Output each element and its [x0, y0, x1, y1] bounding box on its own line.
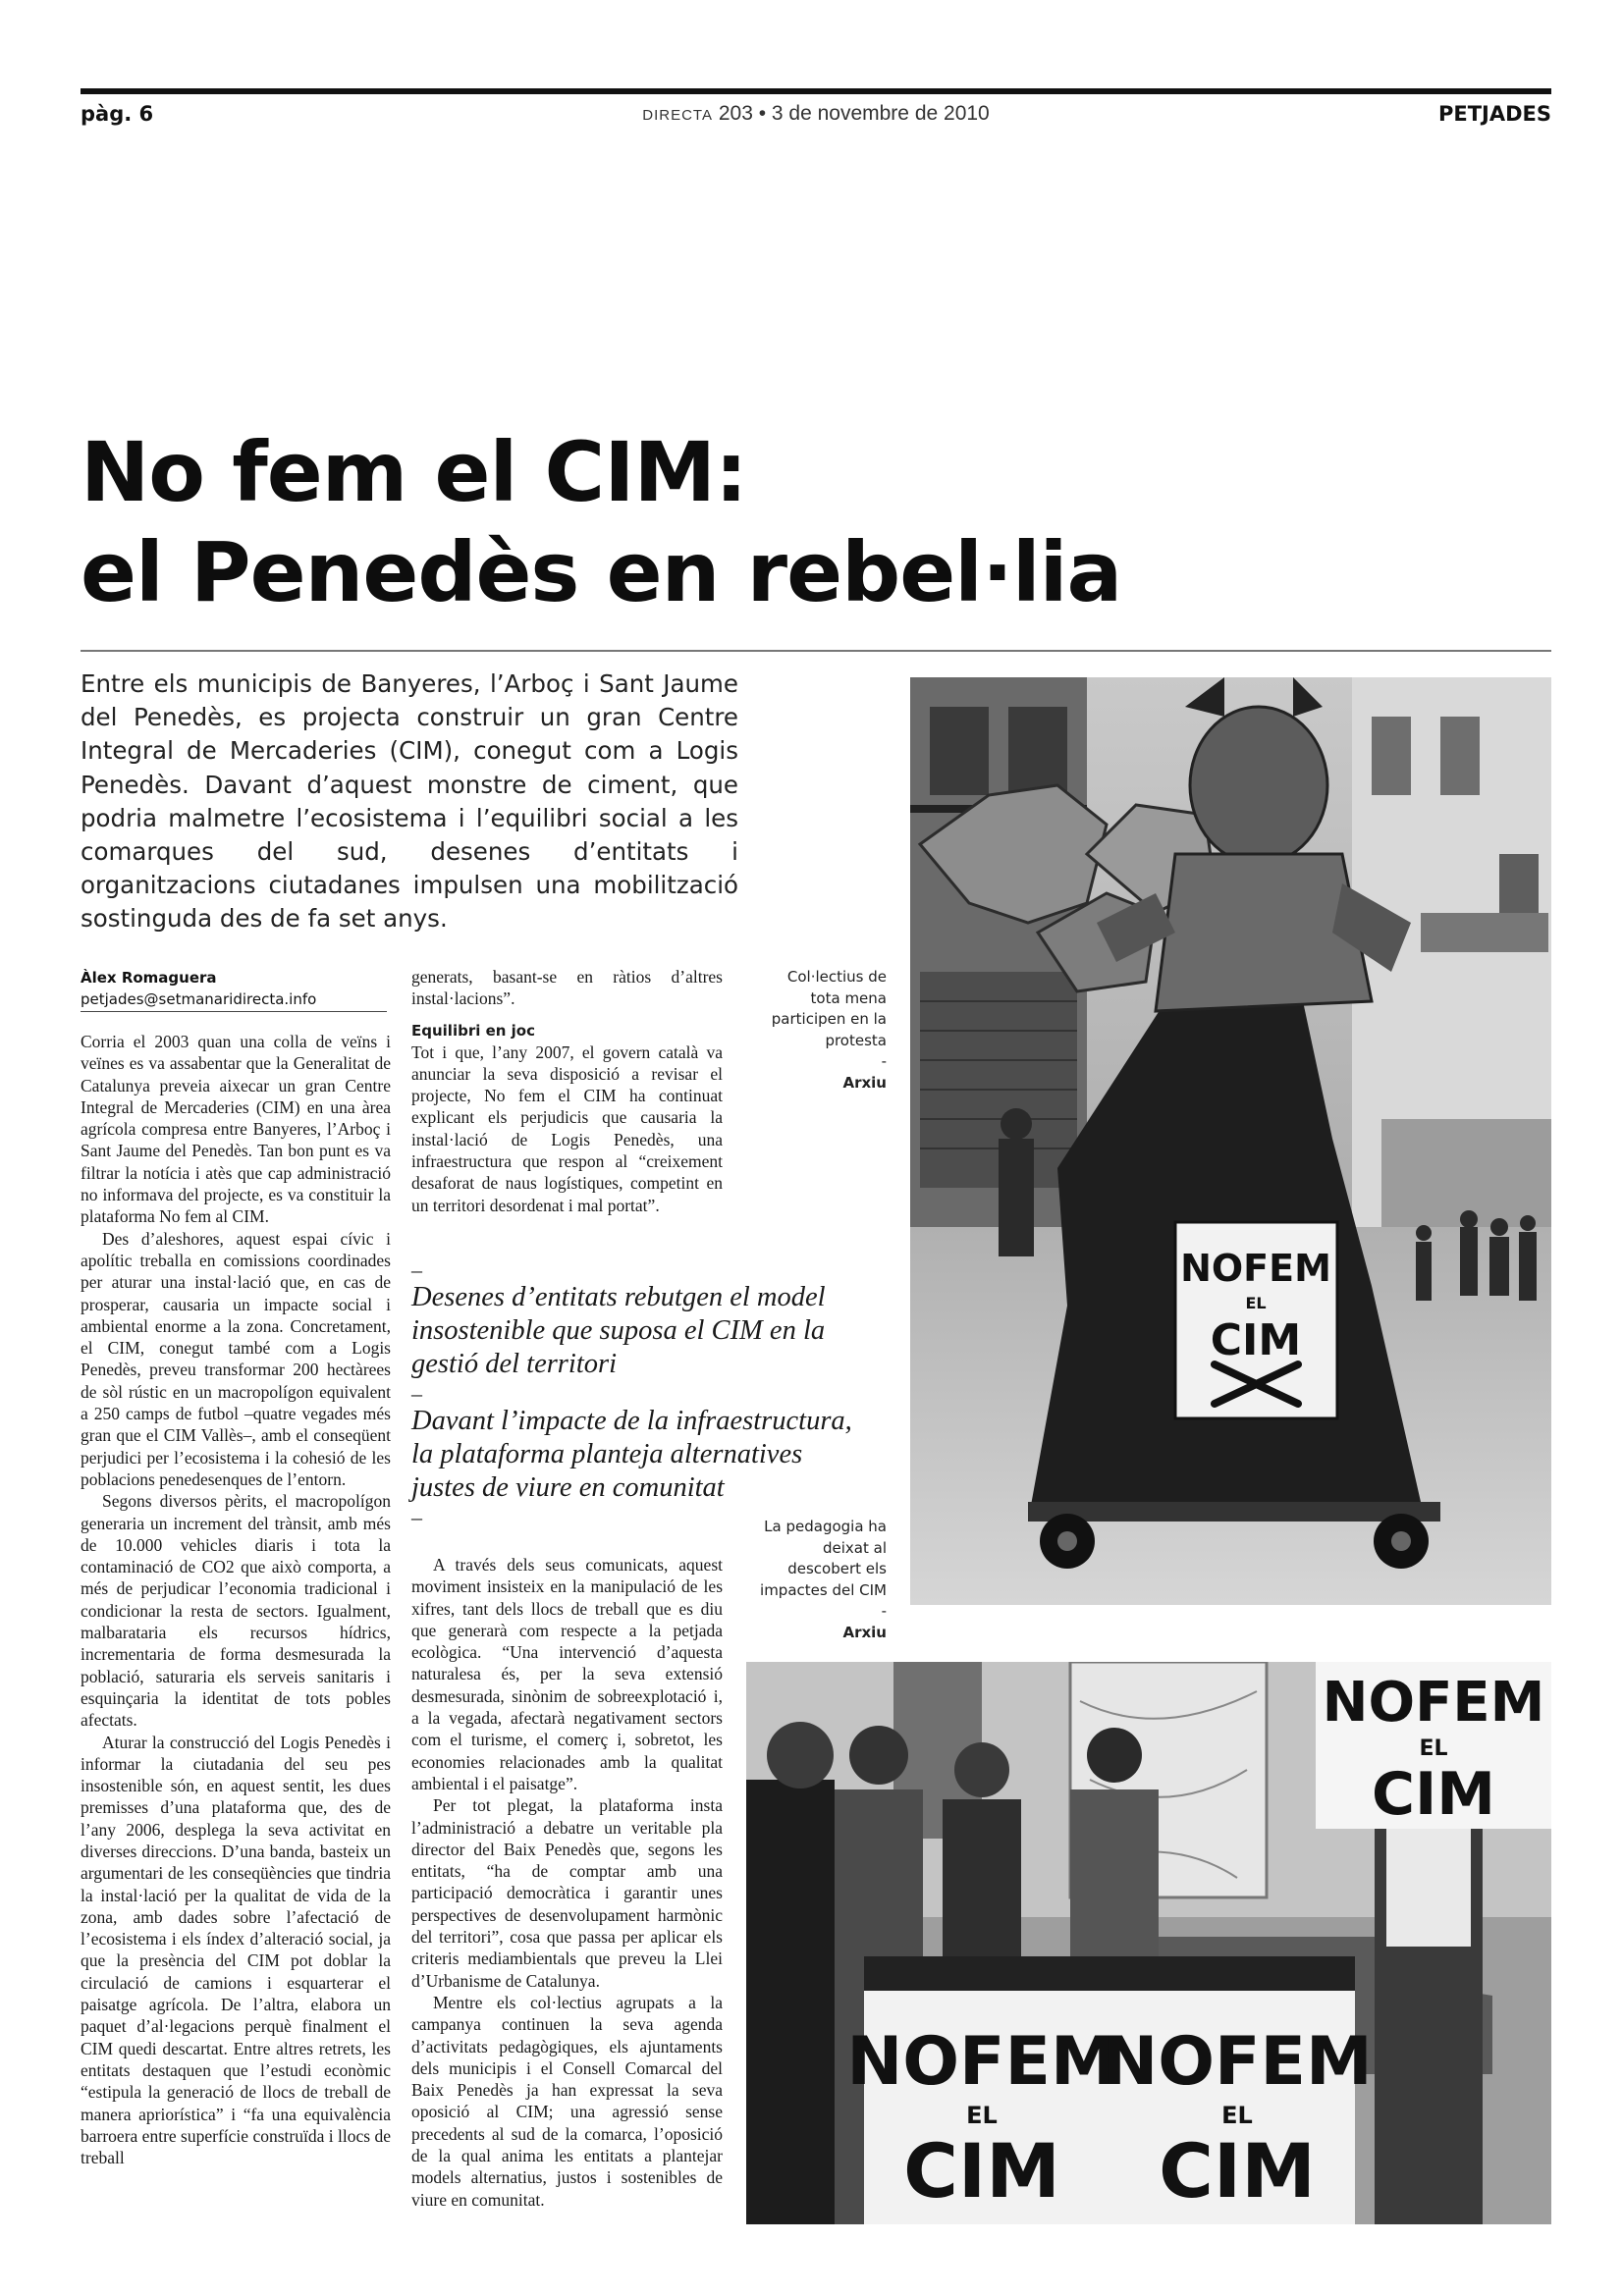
- photo-credit: Arxiu: [842, 1623, 887, 1641]
- photo-caption-1: [756, 967, 887, 1094]
- paragraph: Per tot plegat, la plataforma insta l’administració a debatre un veritable pla director del Baix Penedès que, segons les entitats, “ha de comptar amb una participació democràtica i garantir unes perspectives de desenvolupament harmònic del territori”, cosa que passa per aplicar els criteris mediambientals que preveu la Llei d’Urbanisme de Catalunya.: [411, 1795, 723, 1991]
- paragraph: generats, basant-se en ràtios d’altres instal·lacions”.: [411, 967, 723, 1009]
- headline: [81, 422, 1455, 622]
- photo-info-stand: [746, 1662, 1551, 2224]
- pull-quote-dash: –: [411, 1257, 422, 1282]
- caption-dash: -: [881, 1052, 887, 1070]
- paragraph: Aturar la construcció del Logis Penedès i informar la ciutadania del seu pes insostenible són, en aquest sentit, les dues premisses d’una plataforma que, des de l’any 2006, desplega la seva activitat en diverses direccions. D’una banda, basteix un argumentari de les conseqüències que tindria la instal·lació per la qualitat de vida de la zona, amb dades sobre l’afectació de l’ecosistema i els índex d’alteració social, ja que la presència del CIM pot doblar la circulació de camions i esquarterar el paisatge agrícola. De l’altra, elabora un paquet d’al·legacions perquè finalment el CIM quedi descartat. Entre altres retrets, les entitats destaquen que l’estudi econòmic “estipula la generació de llocs de treball de manera apriorística” i “fa una equivalència barroera entre superfície construïda i llocs de treball: [81, 1732, 391, 2168]
- issue-line: [81, 102, 1551, 126]
- float-banner-text: CIM: [1210, 1315, 1302, 1365]
- paragraph: Mentre els col·lectius agrupats a la campanya continuen la seva agenda d’activitats pedagògiques, els ajuntaments dels municipis i el Consell Comarcal del Baix Penedès ja han expressat la seva oposició al CIM; una agressió sense precedents al sud de la comarca, l’oposició de la qual anima les entitats a plantejar models alternatius, justos i sostenibles de viure en comunitat.: [411, 1992, 723, 2210]
- photo-credit: Arxiu: [842, 1073, 887, 1092]
- body-column-1: [81, 1031, 391, 2168]
- photo-protest-float-image: [910, 677, 1551, 1605]
- byline-rule: [81, 1011, 387, 1012]
- section-name: PETJADES: [1437, 102, 1551, 126]
- float-banner-text: NOFEM: [1180, 1247, 1331, 1290]
- stand-banner-text: EL: [1221, 2102, 1253, 2129]
- pull-quote-dash: –: [411, 1505, 422, 1529]
- photo-caption-2: [756, 1517, 887, 1643]
- stand-banner-text: CIM: [1159, 2127, 1316, 2215]
- paragraph: Tot i que, l’any 2007, el govern català va anunciar la seva disposició a revisar el projecte, No fem el CIM ha continuat explicant els perjudicis que causaria la instal·lació de Logis Penedès, una infraestructura que respon al “creixement desaforat de naus logístiques, competint en un territori desordenat i mal portat”.: [411, 1041, 723, 1215]
- stand-banner-text: CIM: [1371, 1760, 1496, 1829]
- headline-line-2: el Penedès en rebel·lia: [81, 524, 1122, 620]
- issue-date: 203 • 3 de novembre de 2010: [713, 102, 990, 125]
- headline-rule: [81, 650, 1551, 652]
- body-column-2-bottom: [411, 1554, 723, 2211]
- paragraph: A través dels seus comunicats, aquest moviment insisteix en la manipulació de les xifres, tant dels llocs de treball que es diu que generarà com respecte a la petjada ecològica. “Una intervenció d’aquesta naturalesa és, per la seva extensió desmesurada, sinònim de sobreexplotació i, a la vegada, afectarà negativament sectors com el turisme, el comerç i, sobretot, les economies relacionades amb la qualitat ambiental i el paisatge”.: [411, 1555, 723, 1793]
- pull-quote-1: Desenes d’entitats rebutgen el model insostenible que suposa el CIM en la gestió del territori: [411, 1282, 826, 1379]
- subheading: Equilibri en joc: [411, 1021, 535, 1040]
- paragraph: Segons diversos pèrits, el macropolígon generaria un increment del trànsit, amb més de 10.000 vehicles diaris i tota la contaminació de CO2 que això comporta, a més de perjudicar l’economia tradicional i condicionar la resta de sectors. Igualment, malbarataria els recursos hídrics, incrementaria de forma desmesurada la població, saturaria els serveis sanitaris i esquinçaria la identitat de tots pobles afectats.: [81, 1491, 391, 1731]
- float-banner-text: EL: [1245, 1294, 1267, 1312]
- caption-text: Col·lectius de tota mena participen en la protesta: [771, 968, 887, 1049]
- headline-line-1: No fem el CIM:: [81, 424, 747, 520]
- paragraph: Des d’aleshores, aquest espai cívic i apolític treballa en comissions coordinades per aturar una instal·lació que, en cas de prosperar, causaria un impacte social i ambiental enorme a la zona. Concretament, el CIM, conegut també com a Logis Penedès, preveu transformar 200 hectàrees de sòl rústic en un macropolígon equivalent a 250 camps de futbol –quatre vegades més gran que el CIM Vallès–, amb el conseqüent perjudici per l’ecosistema i la cohesió de les poblacions penedesenques de l’entorn.: [81, 1228, 391, 1489]
- paragraph: Corria el 2003 quan una colla de veïns i veïnes es va assabentar que la Generalitat de Catalunya preveia aixecar un gran Centre Integral de Mercaderies (CIM) en una àrea agrícola compresa entre Banyeres, l’Arboç i Sant Jaume del Penedès. Tan bon punt es va filtrar la notícia i atès que cap administració no informava del projecte, es va constituir la plataforma No fem al CIM.: [81, 1032, 391, 1227]
- lead-paragraph: Entre els municipis de Banyeres, l’Arboç i Sant Jaume del Penedès, es projecta construir un gran Centre Integral de Mercaderies (CIM), conegut com a Logis Penedès. Davant d’aquest monstre de ciment, que podria malmetre l’ecosistema i l’equilibri social a les comarques del sud, desenes d’entitats i organitzacions ciutadanes impulsen una mobilització sostinguda des de fa set anys.: [81, 669, 738, 934]
- pull-quote-2: Davant l’impacte de la infraestructura, la plataforma planteja alternatives justes de viure en comunitat: [411, 1406, 852, 1503]
- pull-quote-dash: –: [411, 1381, 422, 1406]
- stand-banner-text: NOFEM: [1322, 1671, 1545, 1735]
- stand-banner-text: EL: [1419, 1736, 1448, 1761]
- publication-name: DIRECTA: [642, 107, 713, 124]
- caption-dash: -: [881, 1602, 887, 1620]
- stand-banner-text: CIM: [903, 2127, 1060, 2215]
- body-column-2-top: [411, 966, 723, 1216]
- top-rule: [81, 88, 1551, 94]
- photo-protest-float: [910, 677, 1551, 1605]
- stand-banner-text: EL: [966, 2102, 998, 2129]
- photo-info-stand-image: [746, 1662, 1551, 2224]
- author-email[interactable]: petjades@setmanaridirecta.info: [81, 990, 317, 1008]
- stand-banner-text: NOFEM: [1102, 2023, 1373, 2101]
- pull-quotes: [411, 1257, 873, 1529]
- caption-text: La pedagogia ha deixat al descobert els impactes del CIM: [760, 1518, 887, 1599]
- page-number: pàg. 6: [81, 102, 154, 126]
- stand-banner-text: NOFEM: [846, 2023, 1117, 2101]
- byline: [81, 967, 387, 1010]
- author-name: Àlex Romaguera: [81, 969, 217, 987]
